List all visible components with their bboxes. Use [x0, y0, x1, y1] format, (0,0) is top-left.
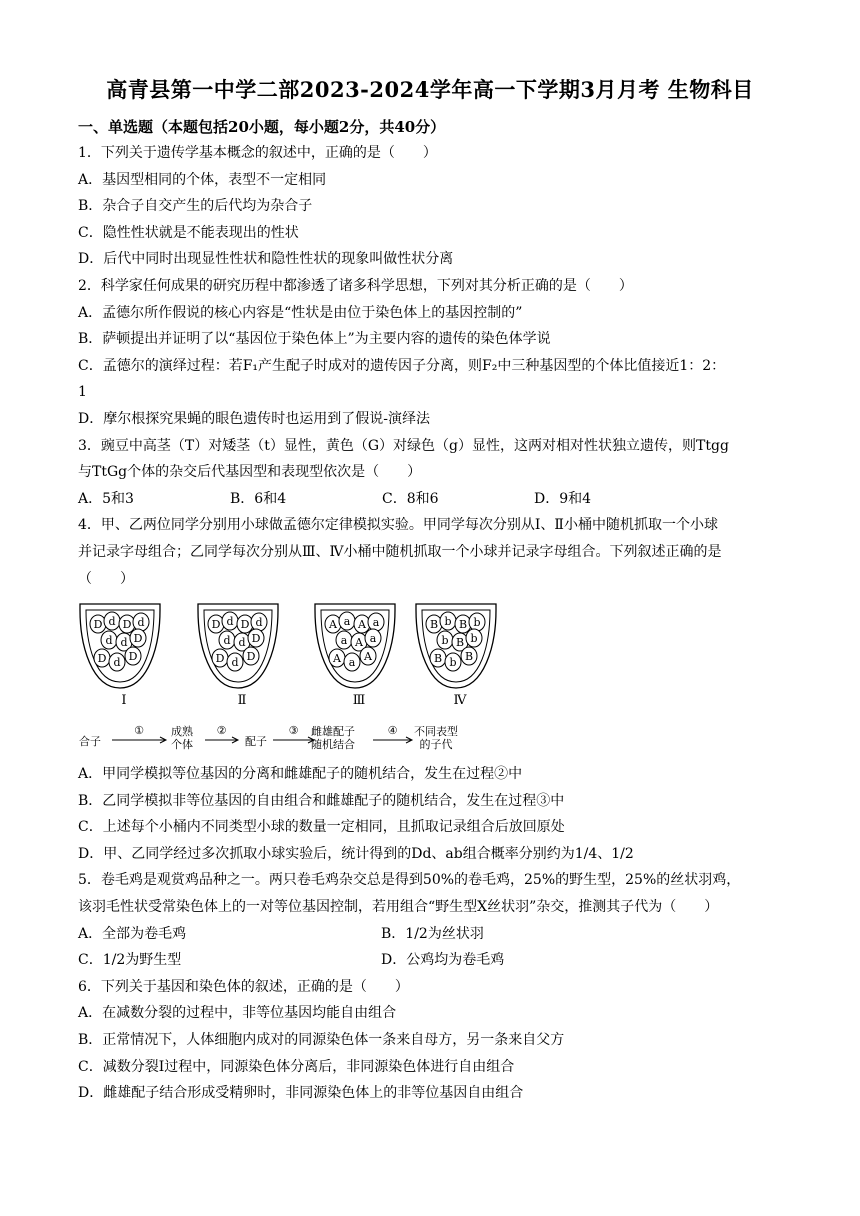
ball-letter: A — [355, 636, 363, 649]
q3-stem-line2: 与TtGg个体的杂交后代基因型和表现型依次是（ ） — [78, 464, 422, 481]
bucket-1 — [80, 604, 160, 688]
ball-letter: D — [211, 618, 221, 631]
ball-letter: d — [255, 616, 263, 629]
ball-letter: D — [133, 632, 143, 645]
q6-stem: 6．下列关于基因和染色体的叙述，正确的是（ ） — [78, 978, 409, 995]
ball-letter: b — [444, 615, 452, 628]
ball-letter: d — [108, 615, 116, 628]
q4-stem-line1: 4．甲、乙两位同学分别用小球做孟德尔定律模拟实验。甲同学每次分别从Ⅰ、Ⅱ小桶中随机抓取一个小球 — [78, 517, 718, 534]
bucket-2 — [198, 604, 278, 688]
ball-letter: D — [251, 632, 261, 645]
ball-letter: b — [470, 632, 478, 645]
q5-options-row2 — [78, 947, 786, 974]
ball-letter: d — [120, 636, 128, 649]
q2-option-c: C．孟德尔的演绎过程：若F₁产生配子时成对的遗传因子分离，则F₂中三种基因型的个体比值接近1：2： — [78, 357, 726, 374]
flow-arrow-number: ① — [134, 724, 144, 737]
bucket-label: Ⅲ — [352, 693, 366, 708]
flow-step-2: 成熟 — [171, 725, 193, 738]
q4-stem-line2: 并记录字母组合；乙同学每次分别从Ⅲ、Ⅳ小桶中随机抓取一个小球并记录字母组合。下列叙述正确的是 — [78, 543, 722, 560]
flow-step-2: 个体 — [171, 738, 193, 751]
q3-stem-line1: 3．豌豆中高茎（T）对矮茎（t）显性，黄色（G）对绿色（g）显性，这两对相对性状独立遗传，则Ttgg — [78, 437, 729, 454]
ball-letter: a — [369, 632, 377, 645]
q1-option-c: C．隐性性状就是不能表现出的性状 — [78, 224, 299, 241]
q5-option-a: A．全部为卷毛鸡 — [78, 925, 187, 942]
q2-option-b: B．萨顿提出并证明了以“基因位于染色体上”为主要内容的遗传的染色体学说 — [78, 331, 551, 348]
bucket-label: Ⅰ — [121, 693, 127, 708]
q3-option-a: A．5和3 — [78, 490, 134, 507]
bucket-label: Ⅱ — [237, 693, 247, 708]
ball-letter: A — [329, 618, 337, 631]
flow-step-4: 随机结合 — [311, 738, 355, 751]
q5-option-d: D．公鸡均为卷毛鸡 — [381, 952, 505, 969]
q2-option-a: A．孟德尔所作假说的核心内容是“性状是由位于染色体上的基因控制的” — [78, 304, 523, 321]
bucket-4 — [416, 604, 496, 688]
flow-step-3: 配子 — [245, 735, 267, 748]
ball-letter: D — [246, 650, 256, 663]
section-heading: 一、单选题（本题包括20小题，每小题2分，共40分） — [78, 118, 446, 136]
ball-letter: B — [455, 636, 465, 649]
flow-step-1: 合子 — [79, 735, 101, 748]
bucket-label: Ⅳ — [453, 693, 467, 708]
q3-option-d: D．9和4 — [534, 490, 592, 507]
page-title: 高青县第一中学二部2023-2024学年高一下学期3月月考 生物科目 — [106, 77, 754, 102]
flow-arrow-number: ③ — [288, 724, 299, 737]
q4-option-a: A．甲同学模拟等位基因的分离和雌雄配子的随机结合，发生在过程②中 — [78, 766, 523, 782]
q6-option-d: D．雌雄配子结合形成受精卵时，非同源染色体上的非等位基因自由组合 — [78, 1085, 524, 1102]
ball-letter: b — [441, 634, 449, 647]
ball-letter: d — [226, 615, 234, 628]
ball-letter: D — [240, 618, 250, 631]
ball-letter: A — [333, 652, 341, 665]
ball-letter: a — [372, 616, 380, 629]
ball-letter: D — [215, 652, 225, 665]
ball-letter: b — [473, 616, 481, 629]
ball-letter: b — [449, 656, 457, 669]
bucket-3 — [315, 604, 395, 688]
ball-letter: D — [128, 650, 138, 663]
q4-figure — [78, 598, 481, 758]
ball-letter: D — [97, 652, 107, 665]
flow-step-4: 雌雄配子 — [311, 725, 355, 738]
q2-option-c-cont: 1 — [78, 384, 87, 401]
q1-stem: 1．下列关于遗传学基本概念的叙述中，正确的是（ ） — [78, 145, 437, 161]
q2-option-d: D．摩尔根探究果蝇的眼色遗传时也运用到了假说-演绎法 — [78, 410, 430, 427]
flow-step-5: 的子代 — [419, 738, 453, 751]
ball-letter: d — [231, 656, 239, 669]
q1-option-d: D．后代中同时出现显性性状和隐性性状的现象叫做性状分离 — [78, 251, 454, 268]
q1-option-a: A．基因型相同的个体，表型不一定相同 — [78, 171, 327, 188]
ball-letter: d — [137, 616, 145, 629]
q4-option-d: D．甲、乙同学经过多次抓取小球实验后，统计得到的Dd、ab组合概率分别约为1/4、1/2 — [78, 845, 634, 862]
q5-stem-line1: 5．卷毛鸡是观赏鸡品种之一。两只卷毛鸡杂交总是得到50%的卷毛鸡，25%的野生型，25%的丝状羽鸡， — [78, 872, 741, 889]
ball-letter: d — [238, 636, 246, 649]
q1-option-b: B．杂合子自交产生的后代均为杂合子 — [78, 198, 313, 215]
ball-letter: a — [340, 634, 348, 647]
q4-option-c: C．上述每个小桶内不同类型小球的数量一定相同，且抓取记录组合后放回原处 — [78, 819, 565, 836]
q4-stem-line3: （ ） — [78, 570, 134, 587]
q4-option-b: B．乙同学模拟非等位基因的自由组合和雌雄配子的随机结合，发生在过程③中 — [78, 792, 565, 809]
ball-letter: a — [348, 656, 356, 669]
ball-letter: d — [223, 634, 231, 647]
ball-letter: B — [429, 618, 439, 631]
ball-letter: d — [105, 634, 113, 647]
ball-letter: A — [358, 618, 366, 631]
ball-letter: B — [464, 650, 474, 663]
flow-arrow-number: ② — [216, 724, 227, 737]
ball-letter: B — [458, 618, 468, 631]
ball-letter: D — [122, 618, 132, 631]
q3-options — [78, 486, 786, 513]
ball-letter: D — [93, 618, 103, 631]
q3-option-b: B．6和4 — [230, 490, 287, 507]
flow-arrow-number: ④ — [387, 724, 398, 737]
q5-stem-line2: 该羽毛性状受常染色体上的一对等位基因控制，若用组合“野生型X丝状羽”杂交，推测其子代为（ ） — [78, 898, 719, 915]
q6-option-a: A．在减数分裂的过程中，非等位基因均能自由组合 — [78, 1005, 397, 1022]
questions-part-2 — [78, 761, 786, 1107]
ball-letter: A — [364, 650, 372, 663]
q5-options-row1 — [78, 921, 786, 948]
q5-option-b: B．1/2为丝状羽 — [381, 925, 484, 942]
flow-step-5: 不同表型 — [414, 725, 458, 738]
q6-option-b: B．正常情况下，人体细胞内成对的同源染色体一条来自母方，另一条来自父方 — [78, 1031, 565, 1048]
ball-letter: d — [113, 656, 121, 669]
q5-option-c: C．1/2为野生型 — [78, 952, 182, 969]
questions-part-1 — [78, 140, 786, 592]
buckets-diagram — [78, 598, 481, 758]
ball-letter: a — [343, 615, 351, 628]
q6-option-c: C．减数分裂Ⅰ过程中，同源染色体分离后，非同源染色体进行自由组合 — [78, 1058, 515, 1075]
q2-stem: 2．科学家任何成果的研究历程中都渗透了诸多科学思想，下列对其分析正确的是（ ） — [78, 277, 633, 294]
q3-option-c: C．8和6 — [382, 490, 439, 507]
ball-letter: B — [433, 652, 443, 665]
